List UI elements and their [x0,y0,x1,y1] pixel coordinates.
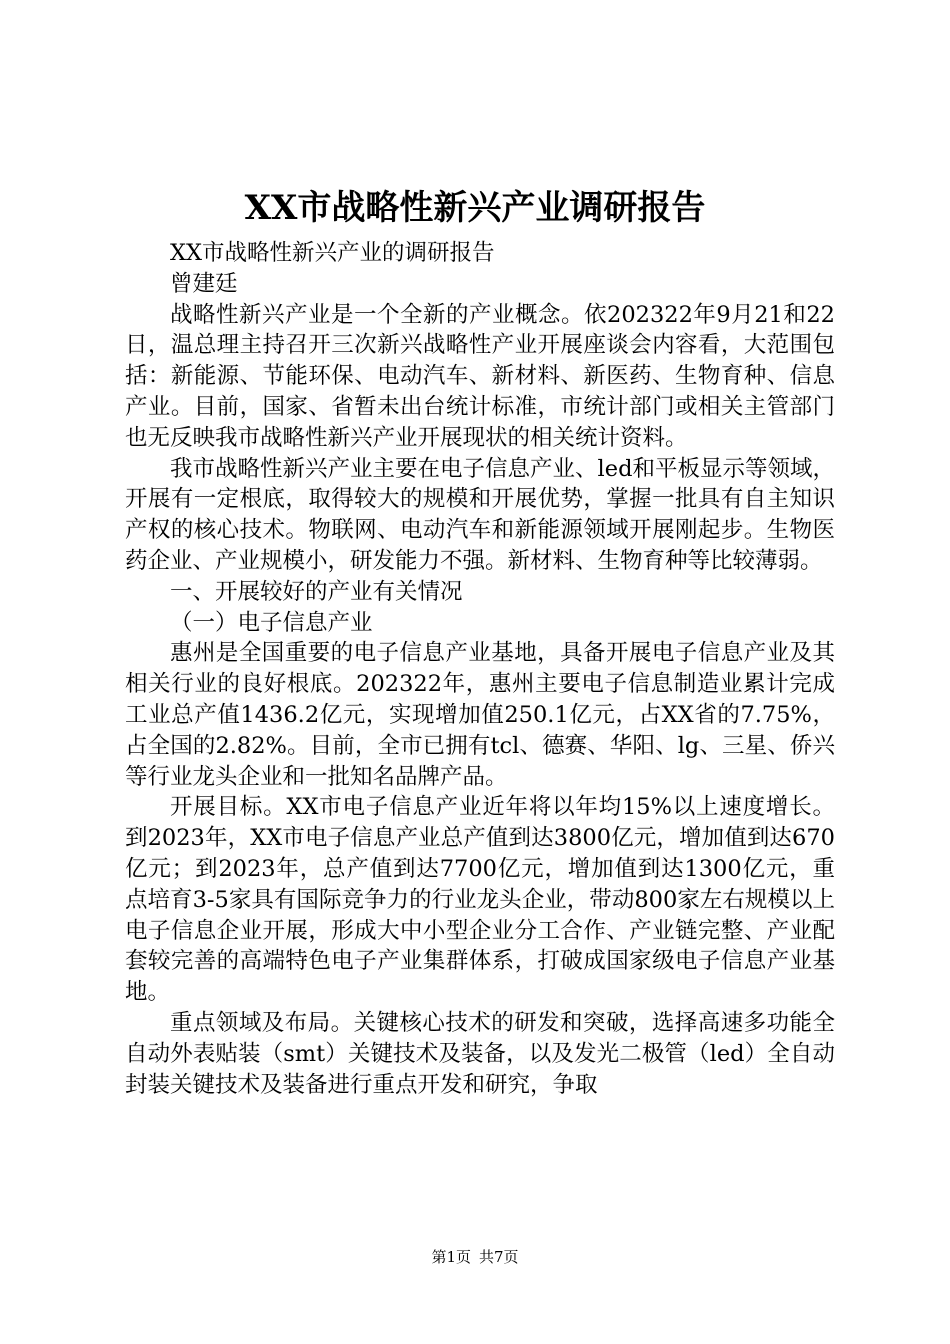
page-footer [0,1247,950,1267]
page-total: 共7页 [479,1248,519,1266]
body-paragraph: 惠州是全国重要的电子信息产业基地，具备开展电子信息产业及其相关行业的良好根底。202322年，惠州主要电子信息制造业累计完成工业总产值1436.2亿元，实现增加值250.1亿元，占XX省的7.75%，占全国的2.82%。目前，全市已拥有tcl、德赛、华阳、lg、三星、侨兴等行业龙头企业和一批知名品牌产品。 [125,640,835,790]
document-title: XX市战略性新兴产业调研报告 [244,188,706,228]
page-number: 第1页 [431,1248,471,1266]
body-paragraph: 开展目标。XX市电子信息产业近年将以年均15%以上速度增长。到2023年，XX市电子信息产业总产值到达3800亿元，增加值到达670亿元；到2023年，总产值到达7700亿元，增加值到达1300亿元，重点培育3-5家具有国际竞争力的行业龙头企业，带动800家左右规模以上电子信息企业开展，形成大中小型企业分工合作、产业链完整、产业配套较完善的高端特色电子产业集群体系，打破成国家级电子信息产业基地。 [125,794,835,1006]
subtitle-paragraph: XX市战略性新兴产业的调研报告 [170,240,495,266]
section-heading: 一、开展较好的产业有关情况 [170,578,463,605]
subsection-heading: （一）电子信息产业 [170,609,373,636]
document-body [125,238,835,1100]
body-paragraph: 战略性新兴产业是一个全新的产业概念。依202322年9月21和22日，温总理主持召开三次新兴战略性产业开展座谈会内容看，大范围包括：新能源、节能环保、电动汽车、新材料、新医药、生物育种、信息产业。目前，国家、省暂未出台统计标准，市统计部门或相关主管部门也无反映我市战略性新兴产业开展现状的相关统计资料。 [125,301,835,451]
body-paragraph: 我市战略性新兴产业主要在电子信息产业、led和平板显示等领域，开展有一定根底，取得较大的规模和开展优势，掌握一批具有自主知识产权的核心技术。物联网、电动汽车和新能源领域开展刚起步。生物医药企业、产业规模小，研发能力不强。新材料、生物育种等比较薄弱。 [125,455,835,574]
body-paragraph: 重点领域及布局。关键核心技术的研发和突破，选择高速多功能全自动外表贴装（smt）关键技术及装备，以及发光二极管（led）全自动封装关键技术及装备进行重点开发和研究，争取 [125,1009,835,1098]
author-paragraph: 曾建廷 [170,270,238,297]
